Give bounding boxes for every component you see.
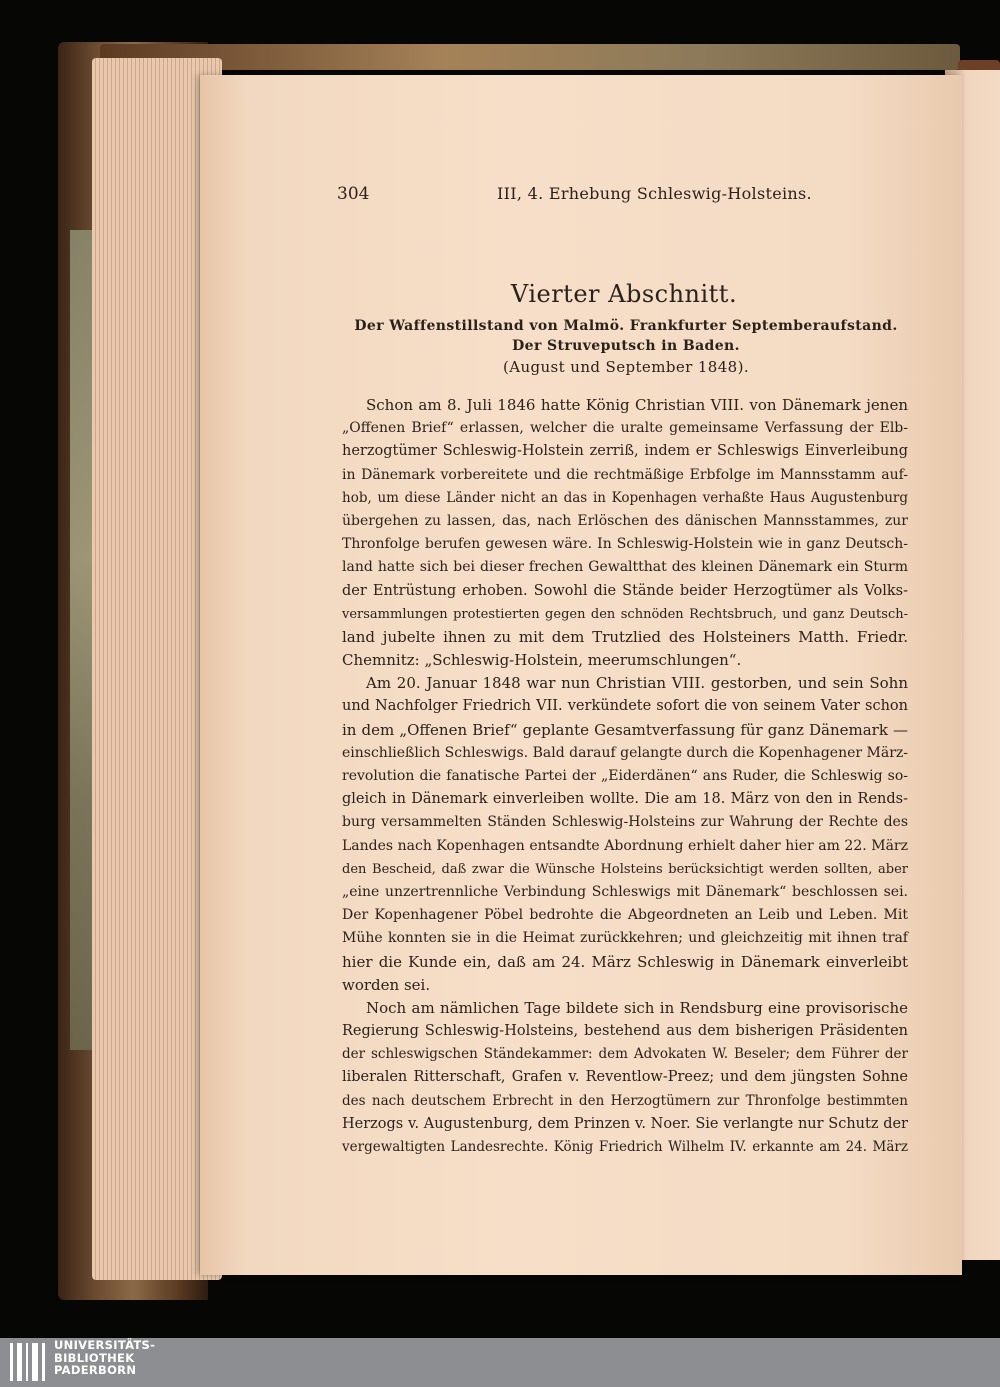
section-subtitle-1: Der Waffenstillstand von Malmö. Frankfurter Septemberaufstand. [354,318,898,334]
body-line: burg versammelten Ständen Schleswig-Holsteins zur Wahrung der Rechte des [342,814,908,831]
body-line: herzogtümer Schleswig-Holstein zerriß, indem er Schleswigs Einverleibung [342,443,908,460]
body-line: liberalen Ritterschaft, Grafen v. Reventlow-Preez; und dem jüngsten Sohne [342,1069,908,1086]
body-line: Chemnitz: „Schleswig-Holstein, meerumschlungen“. [342,651,742,670]
body-line: Regierung Schleswig-Holsteins, bestehend aus dem bisherigen Präsidenten [342,1023,908,1040]
page-number: 304 [337,184,370,204]
body-line: „Offenen Brief“ erlassen, welcher die uralte gemeinsame Verfassung der Elb- [342,420,908,437]
body-line: land hatte sich bei dieser frechen Gewaltthat des kleinen Dänemark ein Sturm [342,559,908,576]
body-line: der Entrüstung erhoben. Sowohl die Stände beider Herzogtümer als Volks- [342,582,908,599]
running-head: III, 4. Erhebung Schleswig-Holsteins. [497,184,812,203]
cover-top-edge [100,44,960,70]
body-line: gleich in Dänemark einverleiben wollte. Die am 18. März von den in Rends- [342,791,908,808]
body-line: Am 20. Januar 1848 war nun Christian VIII. gestorben, und sein Sohn [366,674,908,693]
library-logo-text [54,1339,155,1377]
section-title-wrap [0,280,1000,308]
section-subtitle-3: (August und September 1848). [502,358,750,376]
body-line: hier die Kunde ein, daß am 24. März Schleswig in Dänemark einverleibt [342,952,908,971]
body-line: vergewaltigten Landesrechte. König Friedrich Wilhelm IV. erkannte am 24. März [342,1139,908,1155]
body-text [342,394,908,1159]
body-line: Landes nach Kopenhagen entsandte Abordnung erhielt daher hier am 22. März [342,837,908,854]
body-line: „eine unzertrennliche Verbindung Schleswigs mit Dänemark“ beschlossen sei. [342,883,908,900]
body-line: Der Kopenhagener Pöbel bedrohte die Abgeordneten an Leib und Leben. Mit [342,907,908,924]
body-line: der schleswigschen Ständekammer: dem Advokaten W. Beseler; dem Führer der [342,1046,908,1063]
logo-line-2: BIBLIOTHEK [54,1350,135,1365]
section-title: Vierter Abschnitt. [510,280,738,308]
body-line: in Dänemark vorbereitete und die rechtmäßige Erbfolge im Mannsstamm auf- [342,466,908,483]
body-line: land jubelte ihnen zu mit dem Trutzlied des Holsteiners Matth. Friedr. [342,627,908,646]
body-line: Mühe konnten sie in die Heimat zurückkehren; und gleichzeitig mit ihnen traf [342,930,908,947]
body-line: versammlungen protestierten gegen den schnöden Rechtsbruch, und ganz Deutsch- [342,606,908,622]
body-line: hob, um diese Länder nicht an das in Kopenhagen verhaßte Haus Augustenburg [342,489,908,506]
body-line: Thronfolge berufen gewesen wäre. In Schleswig-Holstein wie in ganz Deutsch- [342,536,908,553]
body-line: den Bescheid, daß zwar die Wünsche Holsteins berücksichtigt werden sollten, aber [342,861,908,877]
body-line: worden sei. [342,975,431,994]
body-line: einschließlich Schleswigs. Bald darauf gelangte durch die Kopenhagener März- [342,744,908,761]
library-logo-icon [8,1340,50,1384]
section-subtitle-2: Der Struveputsch in Baden. [512,338,740,354]
body-line: Herzogs v. Augustenburg, dem Prinzen v. Noer. Sie verlangte nur Schutz der [342,1115,908,1132]
body-line: Noch am nämlichen Tage bildete sich in Rendsburg eine provisorische [366,998,908,1017]
body-line: Schon am 8. Juli 1846 hatte König Christian VIII. von Dänemark jenen [366,396,908,414]
logo-line-1: UNIVERSITÄTS- [54,1338,156,1352]
body-line: in dem „Offenen Brief“ geplante Gesamtverfassung für ganz Dänemark — [342,720,908,739]
body-line: revolution die fanatische Partei der „Eiderdänen“ ans Ruder, die Schleswig so- [342,768,908,784]
body-line: und Nachfolger Friedrich VII. verkündete sofort die von seinem Vater schon [342,698,908,715]
body-line: übergehen zu lassen, das, nach Erlöschen des dänischen Mannsstammes, zur [342,512,908,529]
body-line: des nach deutschem Erbrecht in den Herzogtümern zur Thronfolge bestimmten [342,1092,908,1109]
logo-line-3: PADERBORN [54,1363,137,1377]
